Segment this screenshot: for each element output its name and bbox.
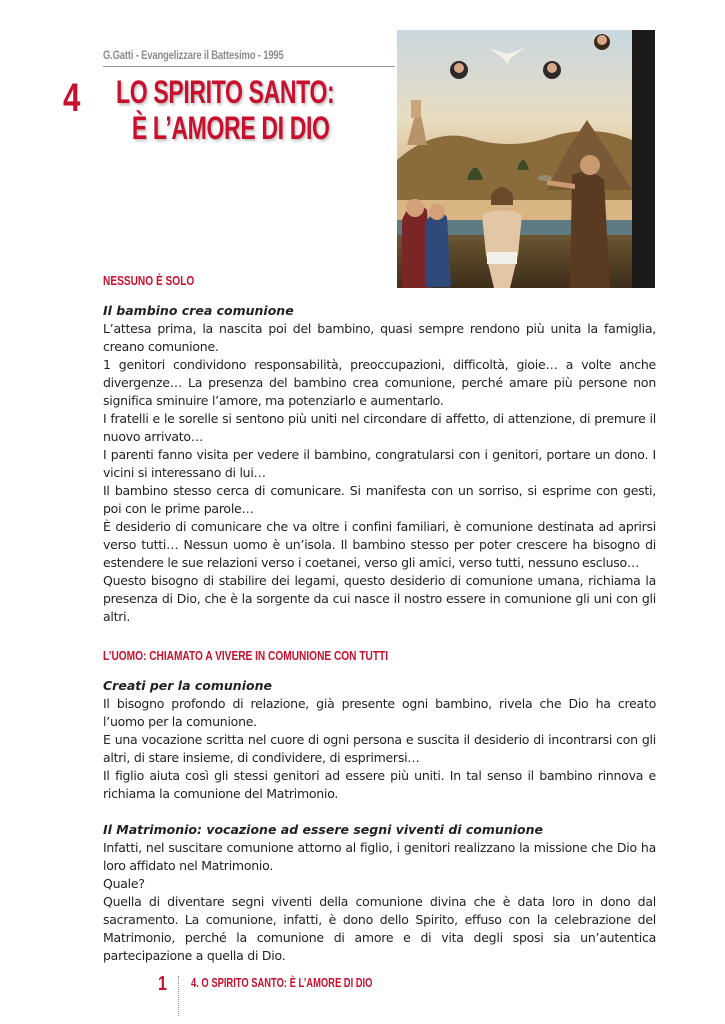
paragraph: È desiderio di comunicare che va oltre i confini familiari, è comunione destinata ad aprirsi verso tutti… Nessun uomo è un’isola. Il bambino stesso per poter crescere ha bisogno di estendere le sue relazioni verso i coetanei, verso gli amici, verso tutti, nessuno escluso… [103,519,656,570]
subheading-2: Creati per la comunione [103,678,272,693]
section-heading-2: L’UOMO: CHIAMATO A VIVERE IN COMUNIONE CON TUTTI [103,648,389,663]
footer-divider [178,976,180,1016]
page-number: 1 [158,973,167,995]
paragraph: Il figlio aiuta così gli stessi genitori ad essere più uniti. In tal senso il bambino rinnova e richiama la comunione del Matrimonio. [103,768,656,801]
paragraph: Quale? [103,876,145,891]
paragraph: L’attesa prima, la nascita poi del bambino, quasi sempre rendono più unita la famiglia, creano comunione. [103,321,656,354]
paragraph: I fratelli e le sorelle si sentono più uniti nel circondare di affetto, di attenzione, di premure il nuovo arrivato… [103,411,656,444]
section-heading-1: NESSUNO È SOLO [103,273,195,288]
paragraph: Quella di diventare segni viventi della comunione divina che è data loro in dono dal sacramento. La comunione, infatti, è dono dello Spirito, effuso con la celebrazione del Matrimonio, perché la comunione di amore e di vita degli sposi sia un’autentica partecipazione a quella di Dio. [103,894,656,963]
subheading-1: Il bambino crea comunione [103,303,294,318]
paragraph: I parenti fanno visita per vedere il bambino, congratularsi con i genitori, portare un dono. I vicini si interessano di lui… [103,447,656,480]
chapter-title-line-1: LO SPIRITO SANTO: [116,74,335,110]
section-1-body [103,302,656,626]
section-2-body [103,677,656,965]
subheading-3: Il Matrimonio: vocazione ad essere segni viventi di comunione [103,822,543,837]
chapter-title [116,74,334,146]
header-author-line: G.Gatti - Evangelizzare il Battesimo - 1995 [103,50,284,62]
paragraph: Il bisogno profondo di relazione, già presente ogni bambino, rivela che Dio ha creato l’uomo per la comunione. [103,696,656,729]
header-rule [103,66,395,67]
baptism-painting [397,30,655,288]
paragraph: Infatti, nel suscitare comunione attorno al figlio, i genitori realizzano la missione che Dio ha loro affidato nel Matrimonio. [103,840,656,873]
paragraph: 1 genitori condividono responsabilità, preoccupazioni, difficoltà, gioie… a volte anche divergenze… La presenza del bambino crea comunione, perché amare più persone non significa sminuire l’amore, ma potenziarlo e aumentarlo. [103,357,656,408]
paragraph: Questo bisogno di stabilire dei legami, questo desiderio di comunione umana, richiama la presenza di Dio, che è la sorgente da cui nasce il nostro essere in comunione gli uni con gli altri. [103,573,656,624]
paragraph: E una vocazione scritta nel cuore di ogni persona e suscita il desiderio di incontrarsi con gli altri, di stare insieme, di condividere, di esprimersi… [103,732,656,765]
running-title: 4. O SPIRITO SANTO: È L’AMORE DI DIO [191,976,373,990]
paragraph: Il bambino stesso cerca di comunicare. Si manifesta con un sorriso, si esprime con gesti, poi con le prime parole… [103,483,656,516]
chapter-number: 4 [63,76,81,120]
chapter-title-line-2: È L’AMORE DI DIO [131,110,330,146]
